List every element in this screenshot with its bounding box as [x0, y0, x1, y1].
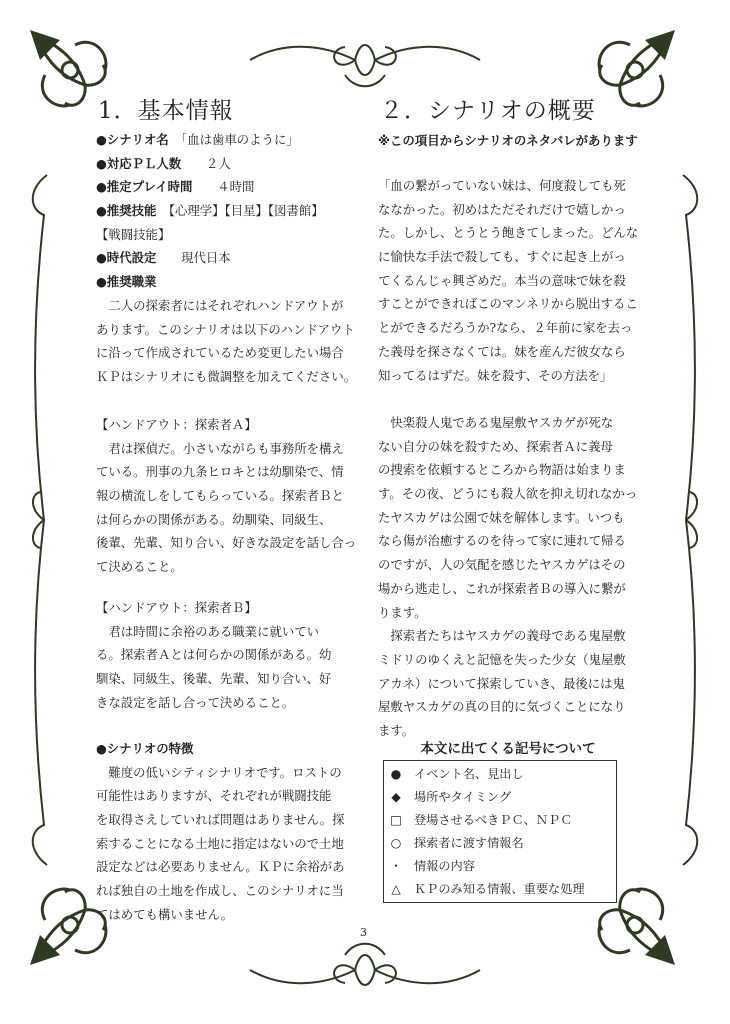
line-text: のですが、人の気配を感じたヤスカゲはその: [378, 557, 626, 573]
text-line: [96, 691, 331, 715]
field-label: ●推定プレイ時間: [96, 179, 193, 195]
legend-text: 情報の内容: [414, 859, 475, 873]
line-text: 【ハンドアウト：探索者Ａ】: [96, 417, 257, 432]
line-text: 快楽殺人鬼である鬼屋敷ヤスカゲが死な: [378, 415, 614, 430]
legend-text: 探索者に渡す情報名: [414, 836, 524, 850]
line-text: 設定などは必要ありません。ＫＰに余裕があ: [96, 859, 345, 875]
text-line: [96, 903, 345, 927]
line-text: 報の横流しをしてもらっている。探索者Ｂと: [96, 488, 344, 504]
text-line: [378, 648, 637, 672]
line-text: た義母を探さなくては。妹を産んだ彼女なら: [378, 343, 626, 359]
line-text: れば独自の土地を作成し、このシナリオに当: [96, 883, 344, 899]
line-text: の捜索を依頼するところから物語は始まりま: [378, 462, 626, 478]
text-line: [96, 832, 345, 856]
legend-row: [384, 878, 616, 901]
legend-text: 登場させるべきＰＣ、ＮＰＣ: [414, 813, 573, 827]
text-line: [96, 365, 356, 389]
text-line: [378, 695, 637, 719]
text-line: [96, 784, 345, 808]
text-line: [96, 508, 356, 532]
field-label: ●対応ＰＬ人数: [96, 155, 182, 171]
legend-text: イベント名、見出し: [414, 767, 524, 781]
text-line: [96, 737, 345, 761]
text-line: [378, 458, 637, 482]
text-line: [96, 855, 345, 879]
section-heading-basic-info: 1．基本情報: [98, 98, 234, 124]
line-text: 馴染、同級生、後輩、先輩、知り合い、好: [96, 671, 332, 687]
legend-row: [384, 809, 616, 832]
line-text: 場から逃走し、これが探索者Ｂの導入に繋が: [378, 580, 626, 596]
line-text: てはめても構いません。: [96, 906, 234, 922]
line-text: を取得さえしていれば問題はありません。探: [96, 812, 345, 828]
text-line: [378, 245, 638, 269]
line-text: たヤスカゲは公園で妹を解体します。いつも: [378, 509, 625, 525]
line-text: ＫＰはシナリオにも微調整を加えてください。: [96, 368, 357, 384]
text-line: [96, 643, 331, 667]
legend-symbol-icon: ◆: [391, 790, 401, 804]
text-line: [96, 437, 356, 461]
text-line: [378, 529, 637, 553]
text-line: [96, 879, 345, 903]
legend-row: [384, 855, 616, 878]
text-line: [378, 577, 637, 601]
line-text: 【ハンドアウト：探索者Ｂ】: [96, 600, 257, 615]
line-text: て決めること。: [96, 559, 183, 575]
legend-text: 場所やタイミング: [414, 790, 512, 804]
line-text: 君は時間に余裕のある職業に就いてい: [96, 623, 320, 639]
line-text: 【戦闘技能】: [96, 226, 171, 242]
left-side-scroll: [22, 170, 57, 870]
text-line: [378, 482, 637, 506]
text-line: [96, 620, 331, 644]
text-line: [96, 596, 331, 620]
legend-row: [384, 763, 616, 786]
text-line: [96, 223, 356, 247]
legend-title: 本文に出てくる記号について: [420, 741, 596, 757]
text-line: [378, 435, 637, 459]
line-text: た。しかし、とうとう飽きてしまった。どんな: [378, 225, 639, 241]
villain-quote: [378, 174, 638, 387]
line-text: ななかった。初めはただそれだけで嬉しかっ: [378, 201, 626, 217]
line-text: 難度の低いシティシナリオです。ロストの: [96, 764, 342, 780]
text-line: [378, 601, 637, 625]
line-text: 「血は歯車のように」: [181, 132, 299, 147]
handout-a: [96, 413, 356, 579]
line-text: に沿って作成されているため変更したい場合: [96, 345, 344, 361]
legend-symbol-icon: ・: [389, 859, 403, 873]
section-heading-scenario-overview: ２．シナリオの概要: [380, 98, 596, 124]
line-text: 索することになる土地に指定はないので土地: [96, 835, 344, 851]
line-text: とができるだろうか?なら、２年前に家を去っ: [378, 320, 633, 336]
text-line: [378, 672, 637, 696]
line-text: すことができればこのマンネリから脱出するこ: [378, 296, 638, 312]
text-line: [96, 318, 356, 342]
text-line: [378, 221, 638, 245]
text-line: [96, 199, 356, 223]
text-line: [378, 553, 637, 577]
line-text: 可能性はありますが、それぞれが戦闘技能: [96, 788, 332, 804]
text-line: [96, 270, 356, 294]
line-text: ります。: [378, 604, 427, 620]
text-line: [96, 152, 356, 176]
top-center-flourish: [245, 35, 485, 90]
line-text: きな設定を話し合って決めること。: [96, 694, 295, 710]
field-label: ●推奨技能: [96, 203, 157, 219]
text-line: [378, 411, 637, 435]
legend-row: [384, 832, 616, 855]
legend-symbol-icon: □: [390, 813, 402, 827]
line-text: てくるんじゃ興ざめだ。本当の意味で妹を殺: [378, 272, 626, 288]
legend-text: ＫＰのみ知る情報、重要な処理: [414, 882, 585, 896]
scenario-summary: [378, 411, 637, 743]
corner-ornament-top-right: [585, 25, 680, 120]
line-text: 現代日本: [168, 250, 231, 266]
line-text: 君は探偵だ。小さいながらも事務所を構え: [96, 440, 344, 456]
field-label: ●推奨職業: [96, 274, 157, 290]
field-label: ●時代設定: [96, 250, 157, 266]
line-text: る。探索者Ａとは何らかの関係がある。幼: [96, 647, 332, 663]
text-line: [96, 341, 356, 365]
text-line: [96, 460, 356, 484]
line-text: 後輩、先輩、知り合い、好きな設定を話し合っ: [96, 535, 357, 551]
legend-row: [384, 786, 616, 809]
text-line: [96, 484, 356, 508]
text-line: [378, 364, 638, 388]
field-label: ●シナリオ名: [96, 132, 169, 147]
line-text: 知ってるはずだ。妹を殺す、その方法を」: [378, 367, 613, 383]
text-line: [96, 808, 345, 832]
scenario-features: [96, 737, 345, 927]
line-text: なら傷が治癒するのを待って家に連れて帰る: [378, 533, 626, 549]
line-text: ない自分の妹を殺すため、探索者Ａに義母: [378, 438, 613, 454]
text-line: [378, 292, 638, 316]
text-line: [96, 175, 356, 199]
line-text: ます。: [378, 722, 415, 738]
line-text: 屋敷ヤスカゲの真の目的に気づくことになり: [378, 699, 626, 715]
bottom-center-flourish: [245, 940, 485, 995]
field-label: ●シナリオの特徴: [96, 741, 194, 756]
legend-symbol-icon: △: [391, 882, 401, 896]
right-side-scroll: [673, 170, 708, 870]
line-text: 【心理学】【目星】【図書館】: [168, 203, 324, 219]
text-line: [96, 413, 356, 437]
spoiler-note: ※この項目からシナリオのネタバレがあります: [378, 133, 638, 148]
text-line: [96, 667, 331, 691]
text-line: [96, 531, 356, 555]
line-text: あります。このシナリオは以下のハンドアウト: [96, 321, 355, 337]
handout-b: [96, 596, 331, 714]
line-text: ２人: [193, 155, 231, 171]
text-line: [96, 294, 356, 318]
text-line: [96, 555, 356, 579]
legend-symbol-icon: ●: [390, 767, 402, 781]
line-text: す。その夜、どうにも殺人欲を抑え切れなかっ: [378, 486, 638, 502]
text-line: [378, 506, 637, 530]
basic-info-list: [96, 128, 356, 389]
line-text: 二人の探索者にはそれぞれハンドアウトが: [96, 297, 344, 313]
text-line: [96, 246, 356, 270]
page-number: 3: [360, 926, 367, 939]
symbol-legend-box: [383, 760, 617, 903]
line-text: に愉快な手法で殺しても、すぐに起き上がっ: [378, 249, 626, 265]
text-line: [96, 761, 345, 785]
line-text: ている。刑事の九条ヒロキとは幼馴染で、情: [96, 464, 344, 480]
text-line: [378, 174, 638, 198]
legend-symbol-icon: ○: [390, 836, 402, 850]
text-line: [378, 624, 637, 648]
line-text: 「血の繋がっていない妹は、何度殺しても死: [378, 178, 626, 193]
text-line: [378, 198, 638, 222]
text-line: [378, 269, 638, 293]
line-text: ミドリのゆくえと記憶を失った少女（鬼屋敷: [378, 651, 626, 667]
line-text: ４時間: [204, 179, 255, 195]
line-text: アカネ）について探索していき、最後には鬼: [378, 675, 625, 691]
text-line: [96, 128, 356, 152]
line-text: は何らかの関係がある。幼馴染、同級生、: [96, 511, 332, 527]
line-text: 探索者たちはヤスカゲの義母である鬼屋敷: [378, 628, 626, 644]
text-line: [378, 316, 638, 340]
text-line: [378, 340, 638, 364]
